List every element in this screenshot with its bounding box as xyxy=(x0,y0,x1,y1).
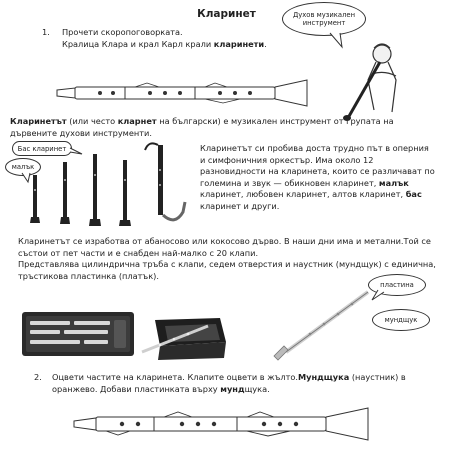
task-2-instruction xyxy=(52,372,432,395)
speech-bubble-mouthpiece xyxy=(372,309,430,331)
intro-text-2: на български) е музикален инструмент от групата на дървените духови инструменти. xyxy=(10,116,394,138)
task-2-bold-mouthpiece: Мундщука xyxy=(298,372,350,382)
clarinet-case-photo-box xyxy=(140,312,230,362)
speech-bubble-text: Духов музикален инструмент xyxy=(292,11,356,27)
task-2-number: 2. xyxy=(34,372,42,382)
intro-text-1: (или често xyxy=(66,116,118,126)
task-1-instruction: Прочети скоропоговорката. xyxy=(62,27,183,37)
tongue-twister-end: . xyxy=(264,39,267,49)
clarinet-mouthpiece-outline xyxy=(74,418,96,430)
tongue-twister-text: Кралица Клара и крал Карл крали xyxy=(62,39,214,49)
history-text-2: кларинет, любовен кларинет, алтов кларинет, xyxy=(200,189,406,199)
material-paragraph xyxy=(18,236,438,282)
intro-paragraph xyxy=(10,116,430,139)
task-2-text-2: (наустник) в оранжево. Добави пластинката върху xyxy=(52,372,406,394)
material-text-2: Представлява цилиндрична тръба с клапи, седем отверстия и наустник (мундщук) с единична, тръстикова пластинка (платък). xyxy=(18,259,436,281)
intro-bold-clarinet: Кларинетът xyxy=(10,116,67,126)
small-clarinet-label: малък xyxy=(11,163,35,171)
clarinet-case-photo-open xyxy=(22,312,134,356)
musician-clarinet xyxy=(348,62,380,118)
history-bold-small: малък xyxy=(378,177,409,188)
history-paragraph xyxy=(200,143,436,212)
tongue-twister-bold: кларинети xyxy=(213,39,265,49)
task-2-text-1: Оцвети частите на кларинета. Клапите оцвети в жълто. xyxy=(52,372,298,382)
bass-clarinet-label: Бас кларинет xyxy=(17,144,67,153)
history-text-1: Кларинетът си пробива доста трудно път в оперния и симфоничния оркестър. Има около 12 разновидности на кларинета, които се различават по големина и звук — обикновен кларинет, xyxy=(200,143,435,188)
clarinet-family-illustration xyxy=(25,140,195,230)
task-1-number: 1. xyxy=(42,27,50,37)
mouthpiece-label: мундщук xyxy=(384,316,418,324)
page-title: Кларинет xyxy=(197,8,256,20)
clarinet-diagonal-photo xyxy=(272,290,372,362)
task-2-bold-mund: мунд xyxy=(220,383,245,394)
bubble-tail xyxy=(372,290,386,302)
history-text-3: кларинет и други. xyxy=(200,200,280,211)
intro-bold-klarnet: кларнет xyxy=(117,116,157,126)
musician-illustration xyxy=(330,40,430,120)
clarinet-drawing-coloring[interactable] xyxy=(72,405,372,445)
task-2-text-3: щука. xyxy=(244,383,270,394)
tongue-twister xyxy=(62,39,267,51)
clarinet-drawing-top xyxy=(55,78,310,110)
reed-label: пластина xyxy=(380,281,414,289)
speech-bubble-wind-instrument xyxy=(282,2,366,36)
history-bold-bass: бас xyxy=(405,189,422,199)
material-text-1: Кларинетът се изработва от абаносово или кокосово дърво. В наши дни има и метални.Той се състои от пет части и е снабден най-малко с 20 клапи. xyxy=(18,236,431,258)
